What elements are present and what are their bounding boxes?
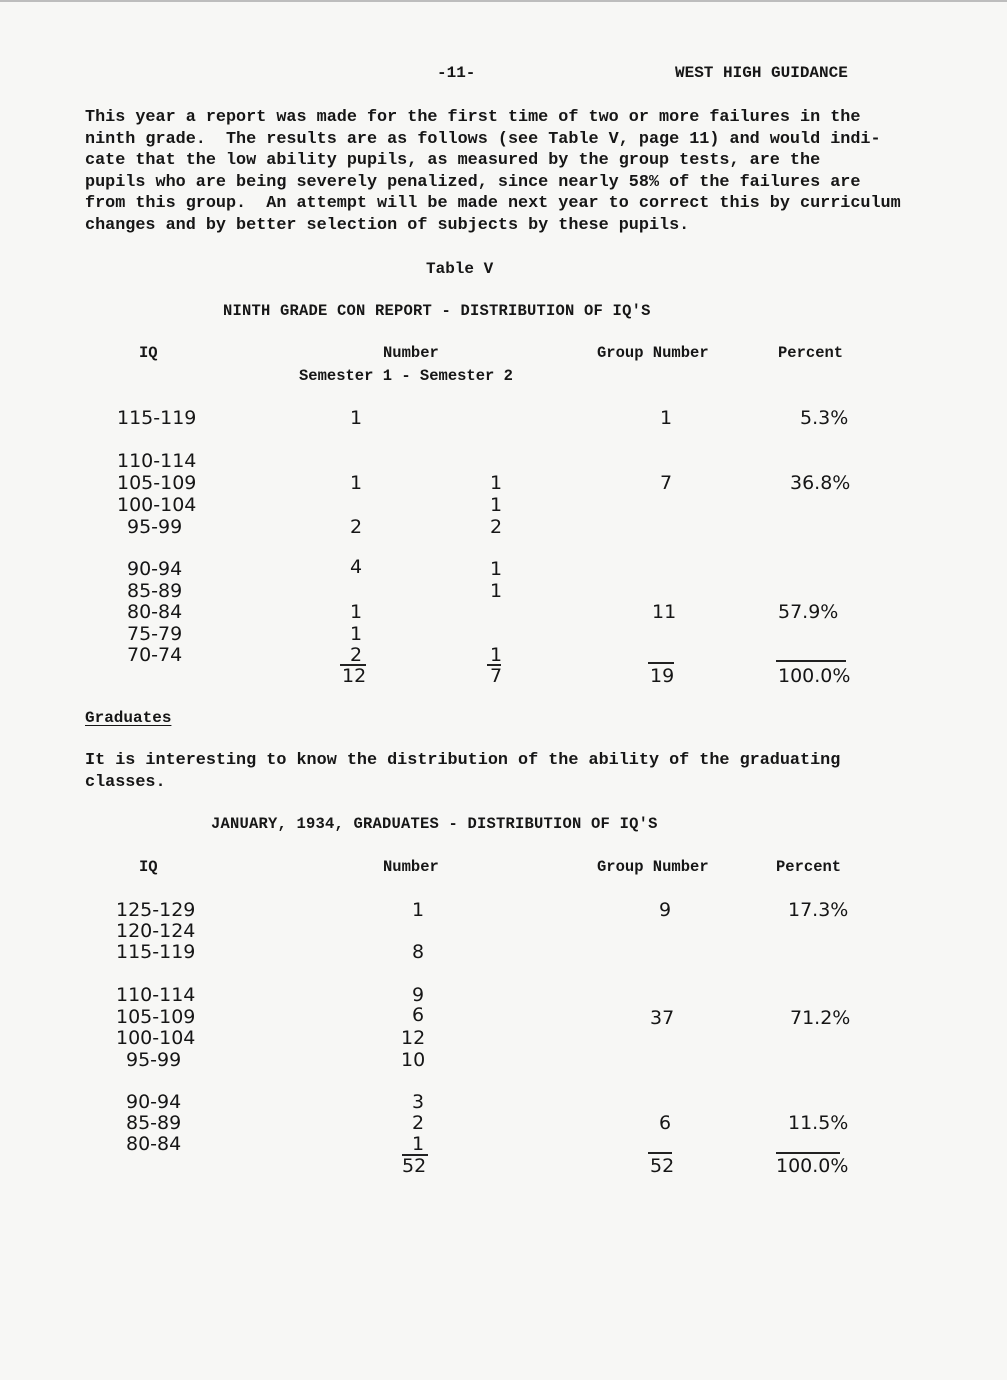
- number-cell: 3: [412, 1091, 425, 1113]
- total-percent: 100.0%: [778, 665, 851, 687]
- iq-cell: 110-114: [117, 450, 197, 472]
- iq-cell: 100-104: [117, 494, 197, 516]
- number-cell: 6: [412, 1004, 425, 1026]
- iq-cell: 95-99: [127, 516, 183, 538]
- column-header-group-number: Group Number: [597, 344, 709, 362]
- total-group-number: 19: [650, 665, 675, 687]
- percent-cell: 11.5%: [788, 1112, 849, 1134]
- intro-paragraph: [85, 107, 965, 237]
- total-group-number: 52: [650, 1155, 675, 1177]
- percent-cell: 71.2%: [790, 1007, 851, 1029]
- iq-cell: 105-109: [117, 472, 197, 494]
- sum-rule: [648, 1152, 672, 1154]
- column-header-number: Number: [383, 344, 439, 362]
- paragraph-line: It is interesting to know the distribution of the ability of the graduating: [85, 751, 841, 770]
- column-header-percent: Percent: [776, 858, 842, 876]
- iq-cell: 120-124: [116, 920, 196, 942]
- total-percent: 100.0%: [776, 1155, 849, 1177]
- column-header-iq: IQ: [139, 344, 158, 362]
- semester2-cell: 1: [490, 558, 503, 580]
- column-header-iq: IQ: [139, 858, 158, 876]
- total-semester1: 12: [342, 665, 367, 687]
- paragraph-line: This year a report was made for the first time of two or more failures in the: [85, 108, 861, 127]
- paragraph-line: classes.: [85, 772, 166, 792]
- number-cell: 1: [412, 1133, 425, 1155]
- number-cell: 8: [412, 941, 425, 963]
- sum-rule: [648, 662, 674, 664]
- group-number-cell: 37: [650, 1007, 675, 1029]
- iq-cell: 80-84: [127, 601, 183, 623]
- paragraph-line: cate that the low ability pupils, as measured by the group tests, are the: [85, 151, 821, 171]
- column-header-number: Number: [383, 858, 439, 876]
- sum-rule: [776, 1152, 840, 1154]
- iq-cell: 125-129: [116, 899, 196, 921]
- total-number: 52: [402, 1155, 427, 1177]
- percent-cell: 17.3%: [788, 899, 849, 921]
- iq-cell: 115-119: [116, 941, 196, 963]
- sum-rule: [776, 660, 846, 662]
- number-cell: 1: [412, 899, 425, 921]
- semester2-cell: 1: [490, 644, 503, 666]
- scan-edge: [0, 0, 1007, 2]
- percent-cell: 36.8%: [790, 472, 851, 494]
- iq-cell: 85-89: [127, 580, 183, 602]
- paragraph-line: pupils who are being severely penalized, since nearly 58% of the failures are: [85, 172, 861, 192]
- paragraph-line: changes and by better selection of subjects by these pupils.: [85, 215, 690, 235]
- iq-cell: 80-84: [126, 1133, 182, 1155]
- semester1-cell: 2: [350, 644, 363, 666]
- iq-cell: 105-109: [116, 1006, 196, 1028]
- number-cell: 12: [401, 1027, 426, 1049]
- total-semester2: 7: [490, 665, 503, 687]
- semester1-cell: 1: [350, 472, 363, 494]
- table-title: JANUARY, 1934, GRADUATES - DISTRIBUTION OF IQ'S: [211, 815, 658, 833]
- running-title: WEST HIGH GUIDANCE: [675, 64, 848, 82]
- iq-cell: 70-74: [127, 644, 183, 666]
- iq-cell: 110-114: [116, 984, 196, 1006]
- column-header-group-number: Group Number: [597, 858, 709, 876]
- iq-cell: 90-94: [127, 558, 183, 580]
- table-title: NINTH GRADE CON REPORT - DISTRIBUTION OF IQ'S: [223, 302, 651, 320]
- group-number-cell: 11: [652, 601, 677, 623]
- number-cell: 2: [412, 1112, 425, 1134]
- paragraph-line: ninth grade. The results are as follows (see Table V, page 11) and would indi-: [85, 129, 881, 149]
- semester2-cell: 1: [490, 472, 503, 494]
- iq-cell: 100-104: [116, 1027, 196, 1049]
- iq-cell: 95-99: [126, 1049, 182, 1071]
- number-cell: 9: [412, 984, 425, 1006]
- column-header-percent: Percent: [778, 344, 844, 362]
- semester1-cell: 1: [350, 623, 363, 645]
- semester2-cell: 1: [490, 580, 503, 602]
- column-header-semesters: Semester 1 - Semester 2: [299, 367, 513, 385]
- group-number-cell: 1: [660, 407, 673, 429]
- semester2-cell: 2: [490, 516, 503, 538]
- semester1-cell: 2: [350, 516, 363, 538]
- paragraph-line: from this group. An attempt will be made next year to correct this by curriculum: [85, 194, 901, 214]
- semester1-cell: 1: [350, 601, 363, 623]
- page-number: -11-: [437, 64, 476, 82]
- number-cell: 10: [401, 1049, 426, 1071]
- iq-cell: 115-119: [117, 407, 197, 429]
- percent-cell: 5.3%: [800, 407, 849, 429]
- section-heading: Graduates: [85, 709, 172, 727]
- semester1-cell: 4: [350, 556, 363, 578]
- group-number-cell: 9: [659, 899, 672, 921]
- graduates-paragraph: [85, 750, 965, 793]
- iq-cell: 75-79: [127, 623, 183, 645]
- semester2-cell: 1: [490, 494, 503, 516]
- semester1-cell: 1: [350, 407, 363, 429]
- group-number-cell: 7: [660, 472, 673, 494]
- table-label: Table V: [426, 260, 494, 278]
- percent-cell: 57.9%: [778, 601, 839, 623]
- iq-cell: 90-94: [126, 1091, 182, 1113]
- iq-cell: 85-89: [126, 1112, 182, 1134]
- group-number-cell: 6: [659, 1112, 672, 1134]
